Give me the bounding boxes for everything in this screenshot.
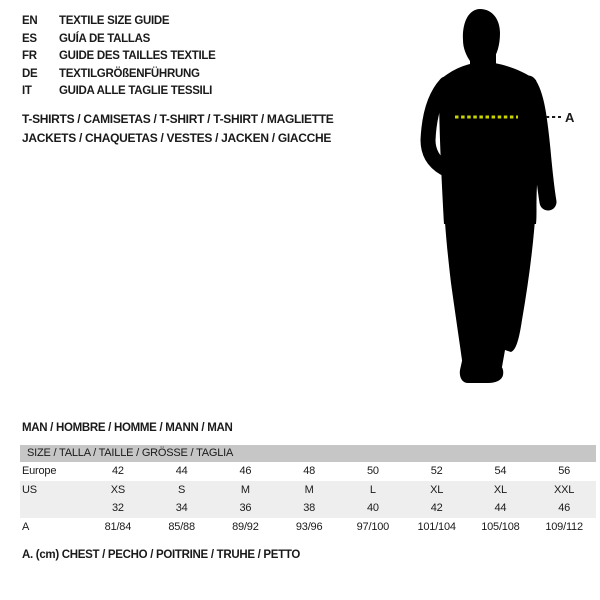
language-label: GUIDE DES TAILLES TEXTILE <box>59 50 216 62</box>
category-block <box>22 110 334 148</box>
size-cell: 89/92 <box>232 520 259 533</box>
language-row <box>22 31 216 49</box>
size-table-row <box>20 518 596 537</box>
size-cell: L <box>369 483 376 496</box>
size-cell: 32 <box>111 502 124 514</box>
language-code: ES <box>22 32 37 45</box>
size-cell: M <box>240 483 250 496</box>
size-table-body <box>20 462 596 536</box>
size-cell: M <box>304 483 314 496</box>
size-cell: 54 <box>494 465 507 477</box>
size-cell: 97/100 <box>356 520 390 533</box>
size-cell: 50 <box>366 465 379 477</box>
size-cell: 85/88 <box>168 520 195 533</box>
size-cell: 105/108 <box>481 520 520 533</box>
language-code: IT <box>22 85 32 97</box>
language-label: TEXTILE SIZE GUIDE <box>59 15 170 27</box>
silhouette-shapes <box>428 9 548 383</box>
language-list <box>22 13 216 101</box>
size-cell: 38 <box>303 502 316 514</box>
language-label: GUIDA ALLE TAGLIE TESSILI <box>59 85 213 97</box>
size-cell: XL <box>430 483 444 496</box>
category-tshirts-line: T-SHIRTS / CAMISETAS / T-SHIRT / T-SHIRT / MAGLIETTE <box>22 112 334 126</box>
language-row <box>22 13 216 31</box>
size-table-row <box>20 462 596 481</box>
size-cell: 46 <box>558 502 571 514</box>
size-cell: 46 <box>239 465 252 477</box>
language-code: FR <box>22 50 37 62</box>
size-cell: 36 <box>239 502 252 514</box>
man-silhouette <box>400 0 600 400</box>
language-row <box>22 66 216 84</box>
size-table-header: SIZE / TALLA / TAILLE / GRÖSSE / TAGLIA <box>20 445 596 462</box>
size-cell: 42 <box>111 465 124 477</box>
size-cell: 101/104 <box>417 520 456 533</box>
language-row <box>22 48 216 66</box>
size-table-row <box>20 481 596 500</box>
language-label: GUÍA DE TALLAS <box>59 32 150 45</box>
language-label: TEXTILGRÖßENFÜHRUNG <box>59 67 200 80</box>
size-cell: 48 <box>303 465 316 477</box>
size-cell: 52 <box>430 465 443 477</box>
row-label: A <box>22 520 30 533</box>
size-cell: 42 <box>430 502 443 514</box>
size-cell: 109/112 <box>545 520 583 533</box>
size-cell: 93/96 <box>295 520 323 533</box>
footnote: A. (cm) CHEST / PECHO / POITRINE / TRUHE / PETTO <box>22 549 301 561</box>
section-title: MAN / HOMBRE / HOMME / MANN / MAN <box>22 422 233 434</box>
size-table-row <box>20 499 596 518</box>
language-code: DE <box>22 67 38 80</box>
size-cell: 44 <box>494 502 507 514</box>
man-silhouette-figure <box>400 0 600 400</box>
row-label: Europe <box>22 465 57 477</box>
size-cell: XS <box>110 483 126 496</box>
size-cell: 44 <box>175 465 188 477</box>
language-code: EN <box>22 15 38 27</box>
size-cell: 40 <box>366 502 379 514</box>
row-label: US <box>22 483 37 496</box>
size-cell: XXL <box>554 483 575 496</box>
size-table <box>20 445 596 536</box>
measure-label-a: A <box>565 110 575 125</box>
size-cell: S <box>178 483 186 496</box>
category-jackets-line: JACKETS / CHAQUETAS / VESTES / JACKEN / GIACCHE <box>22 131 332 145</box>
language-row <box>22 83 216 101</box>
size-cell: 56 <box>558 465 571 477</box>
size-cell: 34 <box>175 502 188 514</box>
row-label <box>20 499 86 518</box>
size-cell: 81/84 <box>104 520 132 533</box>
size-cell: XL <box>493 483 507 496</box>
